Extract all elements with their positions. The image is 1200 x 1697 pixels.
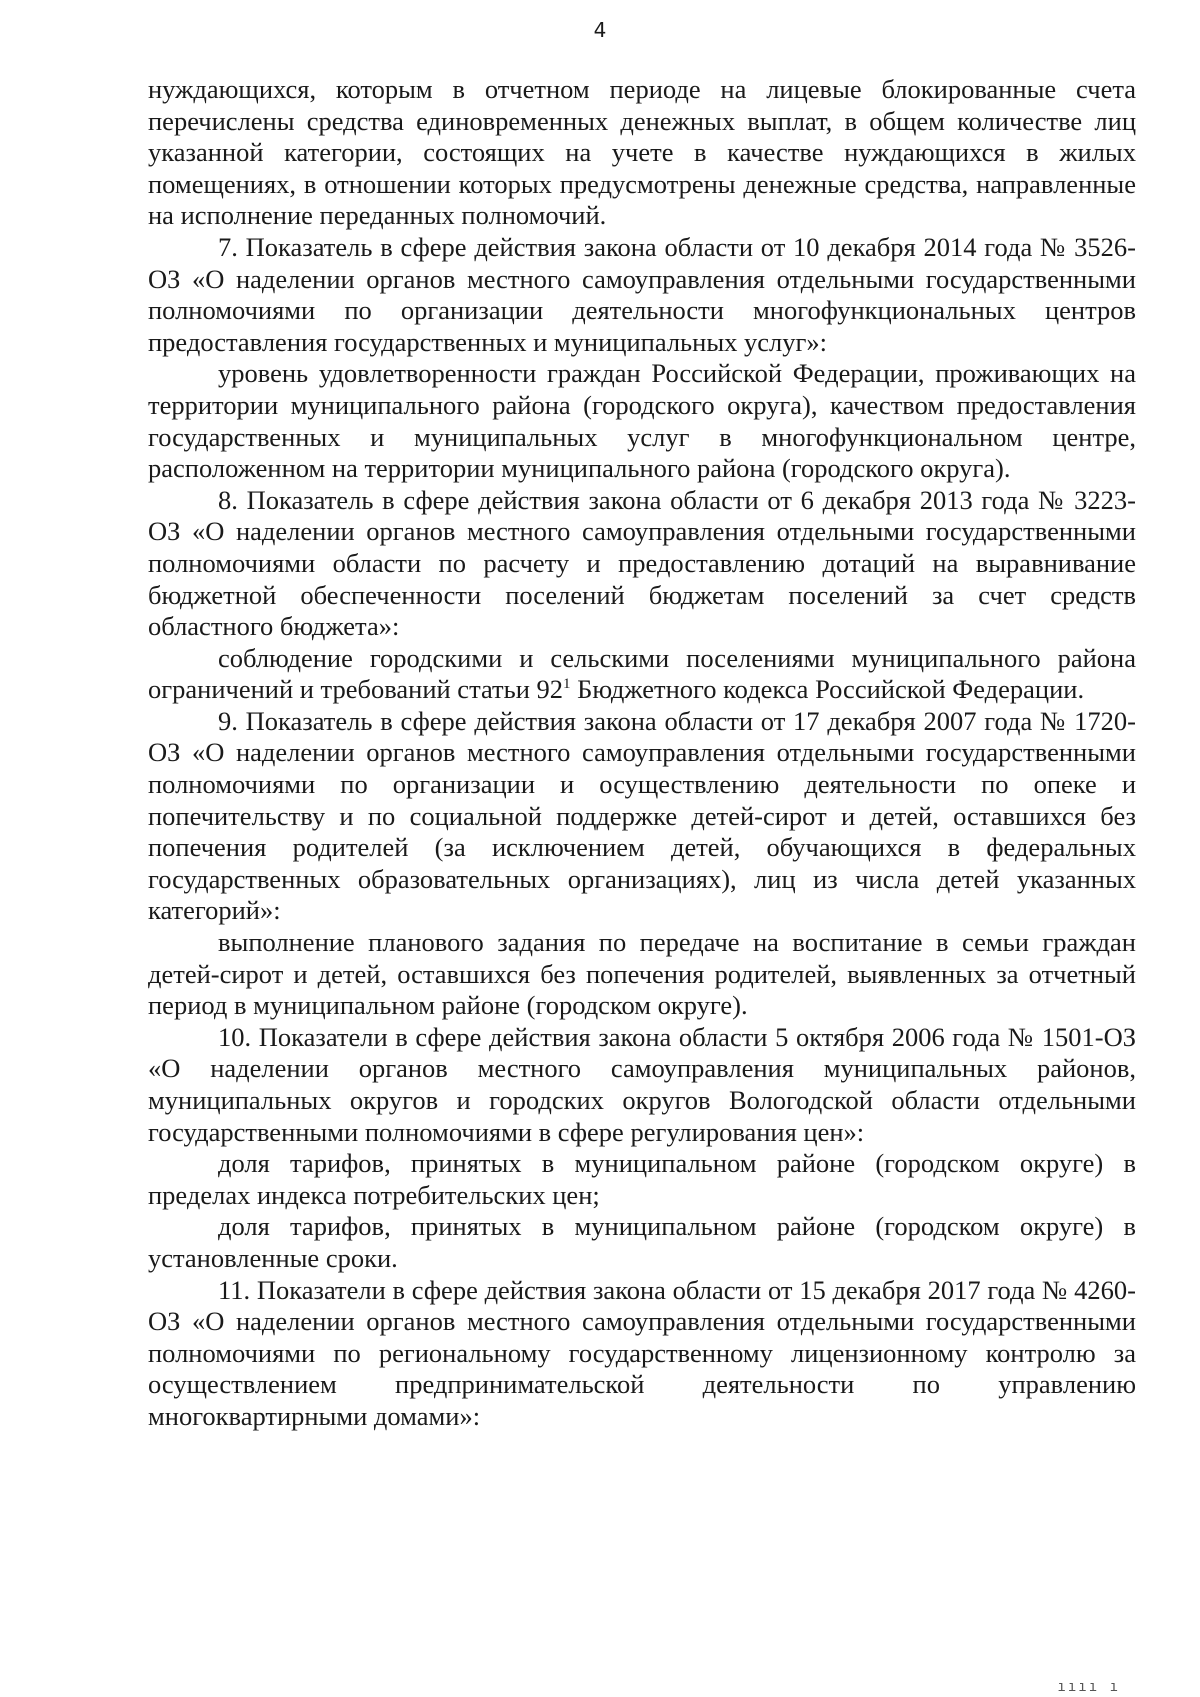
indicator-8-text-after: Бюджетного кодекса Российской Федерации. <box>570 674 1085 705</box>
superscript-mark: 1 <box>563 676 571 693</box>
document-body <box>148 74 1136 1433</box>
paragraph-item-8: 8. Показатель в сфере действия закона области от 6 декабря 2013 года № 3223-ОЗ «О наделении органов местного самоуправления отдельными государственными полномочиями области по расчету и предоставлению дотаций на выравнивание бюджетной обеспеченности поселений бюджетам поселений за счет средств областного бюджета»: <box>148 484 1136 642</box>
page-number: 4 <box>593 18 607 42</box>
paragraph-item-11: 11. Показатели в сфере действия закона области от 15 декабря 2017 года № 4260-ОЗ «О наделении органов местного самоуправления отдельными государственными полномочиями по региональному государственному лицензионному контролю за осуществлением предпринимательской деятельности по управлению многоквартирными домами»: <box>148 1274 1136 1431</box>
paragraph-indicator-10a: доля тарифов, принятых в муниципальном районе (городском округе) в пределах индекса потребительских цен; <box>148 1148 1136 1210</box>
paragraph-continuation: нуждающихся, которым в отчетном периоде на лицевые блокированные счета перечислены средства единовременных денежных выплат, в общем количестве лиц указанной категории, состоящих на учете в качестве нуждающихся в жилых помещениях, в отношении которых предусмотрены денежные средства, направленные на исполнение переданных полномочий. <box>148 74 1136 231</box>
scan-artifact-marks: ıııı ı <box>1057 1679 1120 1695</box>
paragraph-item-7: 7. Показатель в сфере действия закона области от 10 декабря 2014 года № 3526-ОЗ «О наделении органов местного самоуправления отдельными государственными полномочиями по организации деятельности многофункциональных центров предоставления государственных и муниципальных услуг»: <box>148 231 1136 357</box>
paragraph-item-9: 9. Показатель в сфере действия закона области от 17 декабря 2007 года № 1720-ОЗ «О наделении органов местного самоуправления отдельными государственными полномочиями по организации и осуществлению деятельности по опеке и попечительству и по социальной поддержке детей-сирот и детей, оставшихся без попечения родителей (за исключением детей, обучающихся в федеральных государственных образовательных организациях), лиц из числа детей указанных категорий»: <box>148 705 1136 926</box>
paragraph-indicator-7: уровень удовлетворенности граждан Российской Федерации, проживающих на территории муниципального района (городского округа), качеством предоставления государственных и муниципальных услуг в многофункциональном центре, расположенном на территории муниципального района (городского округа). <box>148 358 1136 484</box>
paragraph-indicator-10b: доля тарифов, принятых в муниципальном районе (городском округе) в установленные сроки. <box>148 1211 1136 1273</box>
paragraph-indicator-8 <box>148 643 1136 706</box>
indicator-8-text-before: соблюдение городскими и сельскими поселениями муниципального района ограничений и требований статьи 92 <box>148 642 1136 705</box>
paragraph-item-10: 10. Показатели в сфере действия закона области 5 октября 2006 года № 1501-ОЗ «О наделении органов местного самоуправления муниципальных районов, муниципальных округов и городских округов Вологодской области отдельными государственными полномочиями в сфере регулирования цен»: <box>148 1021 1136 1147</box>
paragraph-indicator-9: выполнение планового задания по передаче на воспитание в семьи граждан детей-сирот и детей, оставшихся без попечения родителей, выявленных за отчетный период в муниципальном районе (городском округе). <box>148 927 1136 1021</box>
